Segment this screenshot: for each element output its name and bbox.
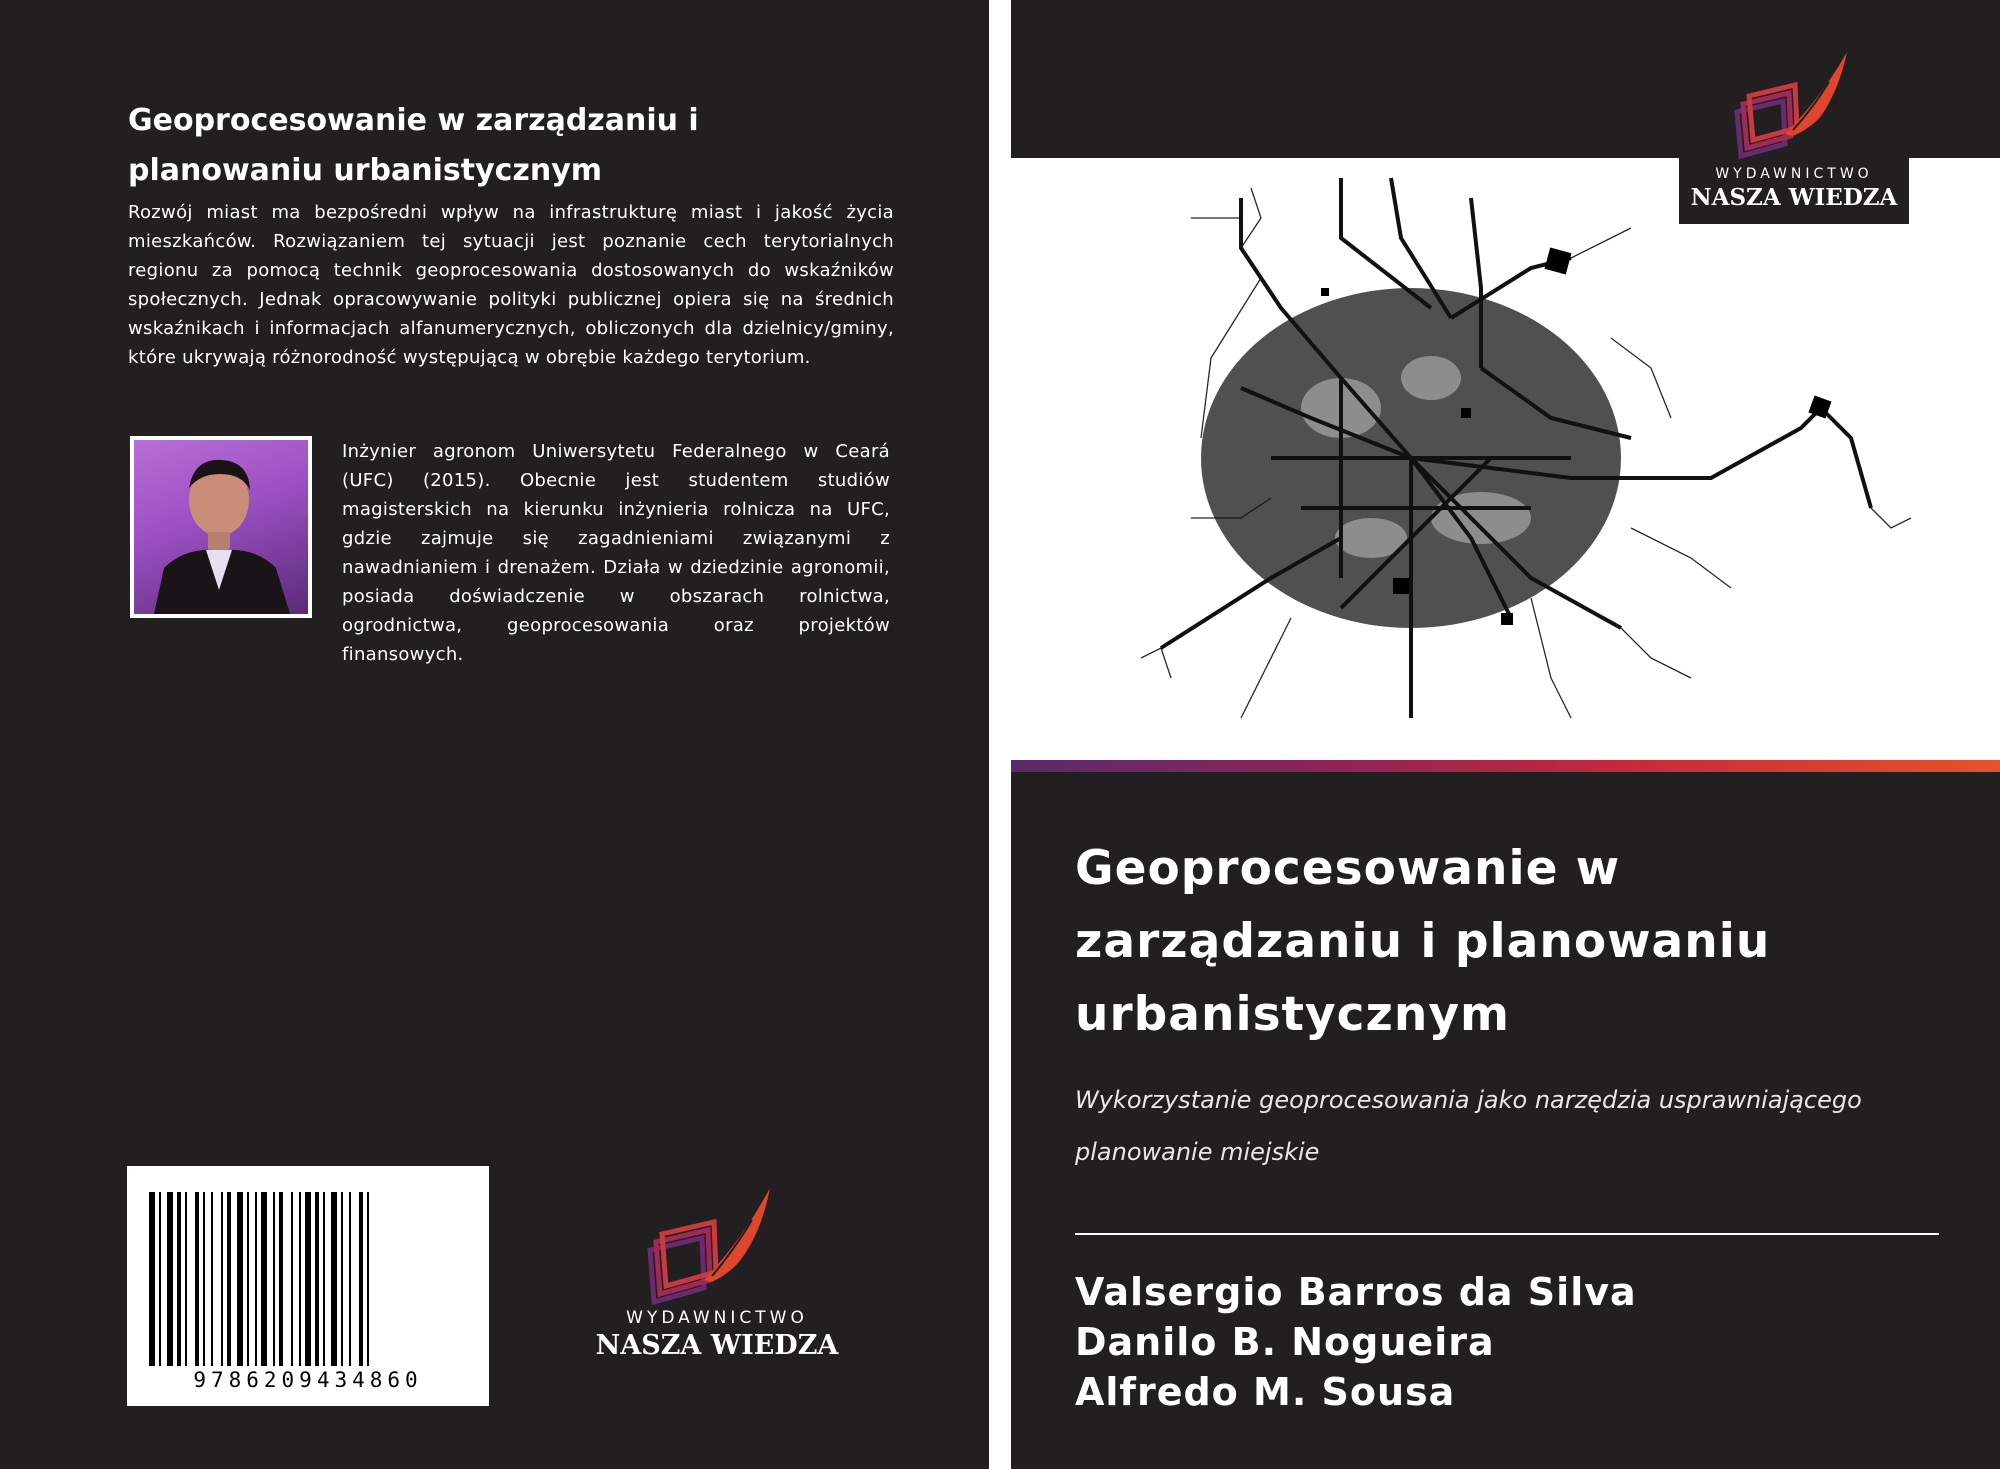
isbn-barcode xyxy=(127,1166,489,1406)
author-photo xyxy=(130,436,312,618)
author-portrait-image xyxy=(134,440,308,614)
back-cover xyxy=(0,0,989,1469)
barcode-bar xyxy=(273,1192,275,1366)
city-network-map-image xyxy=(1011,158,2000,760)
barcode-bar xyxy=(291,1192,293,1366)
barcode-bar xyxy=(367,1192,369,1366)
back-cover-blurb: Rozwój miast ma bezpośredni wpływ na infrastrukturę miast i jakość życia mieszkańców. Rozwiązaniem tej sytuacji jest poznanie cech terytorialnych regionu za pomocą technik geoprocesowania dostosowanych do wskaźników społecznych. Jednak opracowywanie polityki publicznej opiera się na średnich wskaźnikach i informacjach alfanumerycznych, obliczonych dla dzielnicy/gminy, które ukrywają różnorodność występującą w obrębie każdego terytorium. xyxy=(128,202,894,368)
barcode-bar xyxy=(203,1192,205,1366)
barcode-bar xyxy=(323,1192,325,1366)
author-name: Danilo B. Nogueira xyxy=(1075,1320,1495,1364)
publisher-book-quill-icon xyxy=(592,1180,842,1310)
barcode-bar xyxy=(185,1192,187,1366)
author-name: Valsergio Barros da Silva xyxy=(1075,1270,1637,1314)
back-cover-title: Geoprocesowanie w zarządzaniu i planowaniu urbanistycznym xyxy=(128,103,699,188)
publisher-book-quill-icon-front xyxy=(1679,38,1909,168)
barcode-bar xyxy=(221,1192,223,1366)
barcode-bar xyxy=(211,1192,213,1366)
author-list xyxy=(1075,1267,1955,1417)
barcode-bar xyxy=(237,1192,243,1366)
barcode-bar xyxy=(247,1192,249,1366)
barcode-bar xyxy=(315,1192,319,1366)
front-cover xyxy=(1011,0,2000,1469)
publisher-label-big-front: NASZA WIEDZA xyxy=(1690,184,1898,211)
barcode-bar xyxy=(341,1192,343,1366)
isbn-digits: 9786209434860 xyxy=(193,1368,423,1392)
barcode-bar xyxy=(279,1192,283,1366)
author-name: Alfredo M. Sousa xyxy=(1075,1370,1456,1414)
publisher-label-small-front: WYDAWNICTWO xyxy=(1715,166,1873,182)
publisher-logo-front xyxy=(1679,38,1909,224)
barcode-bar xyxy=(299,1192,301,1366)
barcode-bar xyxy=(149,1192,155,1366)
barcode-bar xyxy=(159,1192,161,1366)
urban-road-network-illustration xyxy=(1011,158,2000,760)
author-bio: Inżynier agronom Uniwersytetu Federalnego w Ceará (UFC) (2015). Obecnie jest studentem studiów magisterskich na kierunku inżynieria rolnicza na UFC, gdzie zajmuje się zagadnieniami związanymi z nawadnianiem i drenażem. Działa w dziedzinie agronomii, posiada doświadczenie w obszarach rolnictwa, ogrodnictwa, geoprocesowania oraz projektów finansowych. xyxy=(342,441,890,665)
barcode-bar xyxy=(177,1192,181,1366)
publisher-label-big-back: NASZA WIEDZA xyxy=(595,1330,839,1361)
publisher-label-small-back: WYDAWNICTWO xyxy=(626,1308,808,1328)
barcode-bar xyxy=(349,1192,351,1366)
barcode-bar xyxy=(305,1192,311,1366)
publisher-logo-back xyxy=(592,1180,842,1370)
front-cover-subtitle: Wykorzystanie geoprocesowania jako narzędzia usprawniającego planowanie miejskie xyxy=(1075,1086,1862,1166)
author-portrait-illustration xyxy=(134,440,308,614)
front-color-stripe xyxy=(1011,760,2000,772)
front-divider xyxy=(1075,1233,1939,1235)
barcode-bar xyxy=(261,1192,267,1366)
front-title-panel xyxy=(1011,772,2000,1469)
barcode-bar xyxy=(195,1192,199,1366)
barcode-bar xyxy=(331,1192,337,1366)
cover-gap xyxy=(989,0,1011,1469)
barcode-bar xyxy=(227,1192,231,1366)
barcode-bar xyxy=(359,1192,363,1366)
front-cover-title: Geoprocesowanie w zarządzaniu i planowaniu urbanistycznym xyxy=(1075,841,1771,1042)
barcode-bar xyxy=(255,1192,257,1366)
barcode-bars xyxy=(149,1192,467,1366)
barcode-bar xyxy=(167,1192,173,1366)
